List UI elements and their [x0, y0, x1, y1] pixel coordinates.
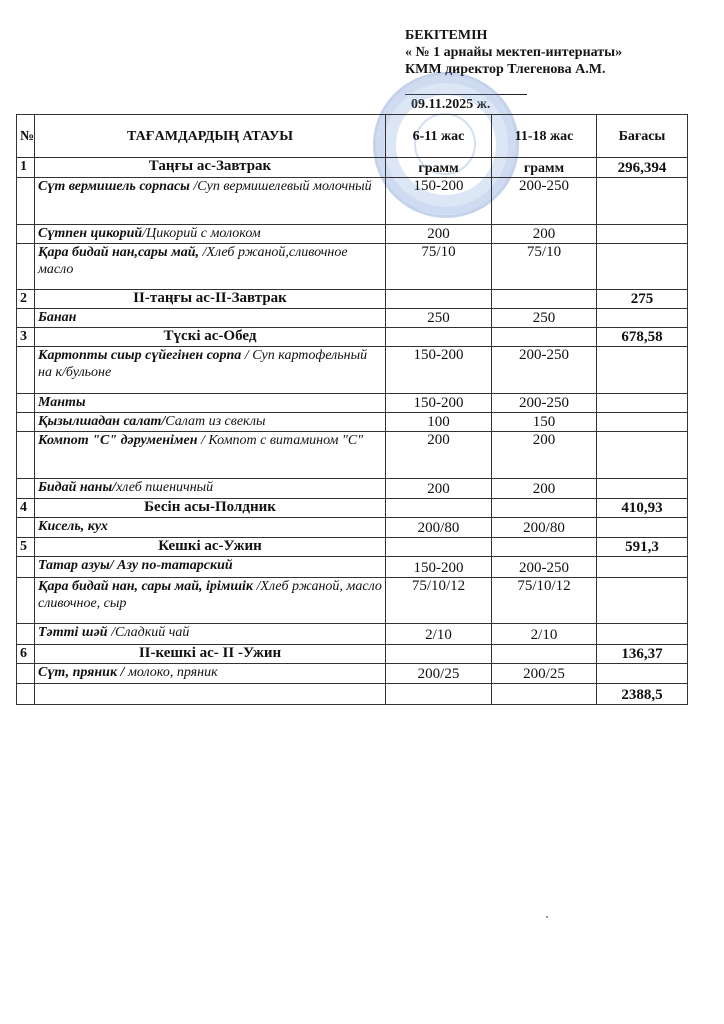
dish-name-russian: /Суп вермишелевый молочный — [189, 179, 372, 194]
menu-table — [16, 114, 688, 705]
dish-name-kazakh: Сүт, пряник / — [38, 665, 125, 680]
portion-11-18: 200 — [492, 479, 597, 499]
dish-name-kazakh: Қара бидай нан, сары май, ірімшік — [38, 579, 254, 594]
empty-cell — [386, 538, 492, 557]
dish-name-kazakh: Тәтті шәй — [38, 625, 108, 640]
empty-cell — [17, 432, 35, 479]
portion-6-11: 250 — [386, 309, 492, 328]
portion-11-18: 200/80 — [492, 518, 597, 538]
empty-cell — [597, 664, 688, 684]
section-number: 6 — [17, 645, 35, 664]
table-row — [17, 624, 688, 645]
approval-director: КММ директор Тлегенова А.М. — [405, 62, 606, 77]
empty-cell — [597, 244, 688, 290]
section-row — [17, 538, 688, 557]
header-age-11-18: 11-18 жас — [492, 115, 597, 158]
approval-block — [405, 27, 705, 113]
empty-cell — [17, 347, 35, 394]
signature-line — [405, 81, 527, 95]
portion-6-11: 150-200 — [386, 178, 492, 225]
dish-name — [35, 578, 386, 624]
section-number: 3 — [17, 328, 35, 347]
dish-name-kazakh: Манты — [38, 395, 86, 410]
empty-cell — [386, 328, 492, 347]
table-row — [17, 413, 688, 432]
unit-label-11-18: грамм — [492, 158, 597, 178]
empty-cell — [386, 684, 492, 705]
approval-date: 09.11.2025 ж. — [411, 97, 491, 112]
table-row — [17, 432, 688, 479]
section-number: 1 — [17, 158, 35, 178]
dish-name — [35, 518, 386, 538]
portion-11-18: 75/10 — [492, 244, 597, 290]
dish-name-russian: / Суп картофельный на к/бульоне — [38, 348, 368, 380]
table-row — [17, 178, 688, 225]
header-price: Бағасы — [597, 115, 688, 158]
dish-name-kazakh: Картопты сиыр сүйегінен сорпа — [38, 348, 242, 363]
empty-cell — [17, 394, 35, 413]
dish-name — [35, 309, 386, 328]
dish-name — [35, 479, 386, 499]
dish-name-kazakh: Сүтпен цикорий — [38, 226, 143, 241]
total-row — [17, 684, 688, 705]
empty-cell — [597, 347, 688, 394]
portion-11-18: 2/10 — [492, 624, 597, 645]
dish-name-russian: хлеб пшеничный — [116, 480, 214, 495]
section-price: 136,37 — [597, 645, 688, 664]
empty-cell — [492, 328, 597, 347]
table-row — [17, 225, 688, 244]
empty-cell — [17, 244, 35, 290]
section-number: 2 — [17, 290, 35, 309]
empty-cell — [17, 413, 35, 432]
empty-cell — [17, 225, 35, 244]
dish-name-kazakh: Бидай наны/ — [38, 480, 117, 495]
empty-cell — [492, 684, 597, 705]
section-price: 678,58 — [597, 328, 688, 347]
portion-6-11: 100 — [386, 413, 492, 432]
portion-11-18: 200-250 — [492, 347, 597, 394]
total-price: 2388,5 — [597, 684, 688, 705]
portion-11-18: 200-250 — [492, 557, 597, 578]
dish-name — [35, 664, 386, 684]
portion-11-18: 200/25 — [492, 664, 597, 684]
portion-11-18: 200-250 — [492, 178, 597, 225]
dish-name-kazakh: Кисель, кух — [38, 519, 108, 534]
empty-cell — [492, 645, 597, 664]
portion-11-18: 250 — [492, 309, 597, 328]
table-row — [17, 309, 688, 328]
empty-cell — [17, 664, 35, 684]
dish-name — [35, 347, 386, 394]
section-title: Бесін асы-Полдник — [35, 499, 386, 518]
portion-6-11: 75/10/12 — [386, 578, 492, 624]
portion-6-11: 150-200 — [386, 394, 492, 413]
empty-cell — [597, 624, 688, 645]
table-row — [17, 557, 688, 578]
empty-cell — [17, 178, 35, 225]
dish-name-kazakh: Сүт вермишель сорпасы — [38, 179, 190, 194]
header-age-6-11: 6-11 жас — [386, 115, 492, 158]
portion-11-18: 150 — [492, 413, 597, 432]
dish-name-russian: /Сладкий чай — [107, 625, 190, 640]
table-row — [17, 347, 688, 394]
section-title: ІІ-кешкі ас- ІІ -Ужин — [35, 645, 386, 664]
dish-name — [35, 178, 386, 225]
section-title: Кешкі ас-Ужин — [35, 538, 386, 557]
empty-cell — [597, 225, 688, 244]
empty-cell — [17, 557, 35, 578]
dish-name-russian: /Хлеб ржаной, масло сливочное, сыр — [38, 579, 382, 611]
table-row — [17, 394, 688, 413]
empty-cell — [597, 518, 688, 538]
dish-name-kazakh: Банан — [38, 310, 77, 325]
dish-name — [35, 557, 386, 578]
empty-cell — [492, 499, 597, 518]
empty-cell — [17, 309, 35, 328]
dish-name — [35, 624, 386, 645]
dish-name — [35, 394, 386, 413]
approval-school: « № 1 арнайы мектеп-интернаты» — [405, 45, 623, 60]
dish-name-kazakh: Татар азуы/ Азу по-татарский — [38, 558, 233, 573]
section-row — [17, 328, 688, 347]
section-number: 5 — [17, 538, 35, 557]
dish-name-kazakh: Компот "С" дәруменімен — [38, 433, 198, 448]
empty-cell — [492, 290, 597, 309]
portion-11-18: 200 — [492, 432, 597, 479]
portion-11-18: 200-250 — [492, 394, 597, 413]
empty-cell — [17, 684, 35, 705]
empty-cell — [597, 178, 688, 225]
empty-cell — [17, 624, 35, 645]
empty-cell — [35, 684, 386, 705]
unit-label-6-11: грамм — [386, 158, 492, 178]
empty-cell — [17, 578, 35, 624]
section-title: ІІ-таңғы ас-ІІ-Завтрак — [35, 290, 386, 309]
section-number: 4 — [17, 499, 35, 518]
dish-name — [35, 244, 386, 290]
table-row — [17, 664, 688, 684]
portion-11-18: 75/10/12 — [492, 578, 597, 624]
empty-cell — [386, 499, 492, 518]
portion-6-11: 200/80 — [386, 518, 492, 538]
dish-name-russian: молоко, пряник — [124, 665, 218, 680]
scan-speck — [546, 916, 548, 918]
section-row — [17, 499, 688, 518]
dish-name-kazakh: Қызылшадан салат/ — [38, 414, 166, 429]
table-row — [17, 518, 688, 538]
empty-cell — [386, 645, 492, 664]
section-row — [17, 645, 688, 664]
portion-6-11: 200/25 — [386, 664, 492, 684]
section-price: 410,93 — [597, 499, 688, 518]
empty-cell — [597, 309, 688, 328]
empty-cell — [386, 290, 492, 309]
empty-cell — [17, 479, 35, 499]
table-row — [17, 578, 688, 624]
portion-6-11: 150-200 — [386, 347, 492, 394]
empty-cell — [597, 578, 688, 624]
header-name: ТАҒАМДАРДЫҢ АТАУЫ — [35, 115, 386, 158]
section-price: 591,3 — [597, 538, 688, 557]
header-num: № — [17, 115, 35, 158]
dish-name-kazakh: Қара бидай нан,сары май, — [38, 245, 199, 260]
section-title: Таңғы ас-Завтрак — [35, 158, 386, 178]
table-row — [17, 479, 688, 499]
section-title: Түскі ас-Обед — [35, 328, 386, 347]
table-row — [17, 244, 688, 290]
empty-cell — [597, 479, 688, 499]
portion-6-11: 75/10 — [386, 244, 492, 290]
portion-6-11: 200 — [386, 479, 492, 499]
portion-6-11: 200 — [386, 225, 492, 244]
dish-name-russian: /Хлеб ржаной,сливочное масло — [38, 245, 348, 277]
dish-name-russian: Салат из свеклы — [165, 414, 266, 429]
empty-cell — [597, 413, 688, 432]
empty-cell — [597, 557, 688, 578]
dish-name-russian: /Цикорий с молоком — [142, 226, 261, 241]
section-price: 275 — [597, 290, 688, 309]
empty-cell — [492, 538, 597, 557]
table-header-row — [17, 115, 688, 158]
section-row — [17, 158, 688, 178]
approval-title: БЕКІТЕМІН — [405, 28, 488, 43]
portion-6-11: 2/10 — [386, 624, 492, 645]
dish-name — [35, 225, 386, 244]
portion-6-11: 150-200 — [386, 557, 492, 578]
portion-6-11: 200 — [386, 432, 492, 479]
dish-name — [35, 432, 386, 479]
empty-cell — [17, 518, 35, 538]
portion-11-18: 200 — [492, 225, 597, 244]
section-price: 296,394 — [597, 158, 688, 178]
dish-name-russian: / Компот с витамином "С" — [197, 433, 364, 448]
empty-cell — [597, 394, 688, 413]
dish-name — [35, 413, 386, 432]
section-row — [17, 290, 688, 309]
empty-cell — [597, 432, 688, 479]
